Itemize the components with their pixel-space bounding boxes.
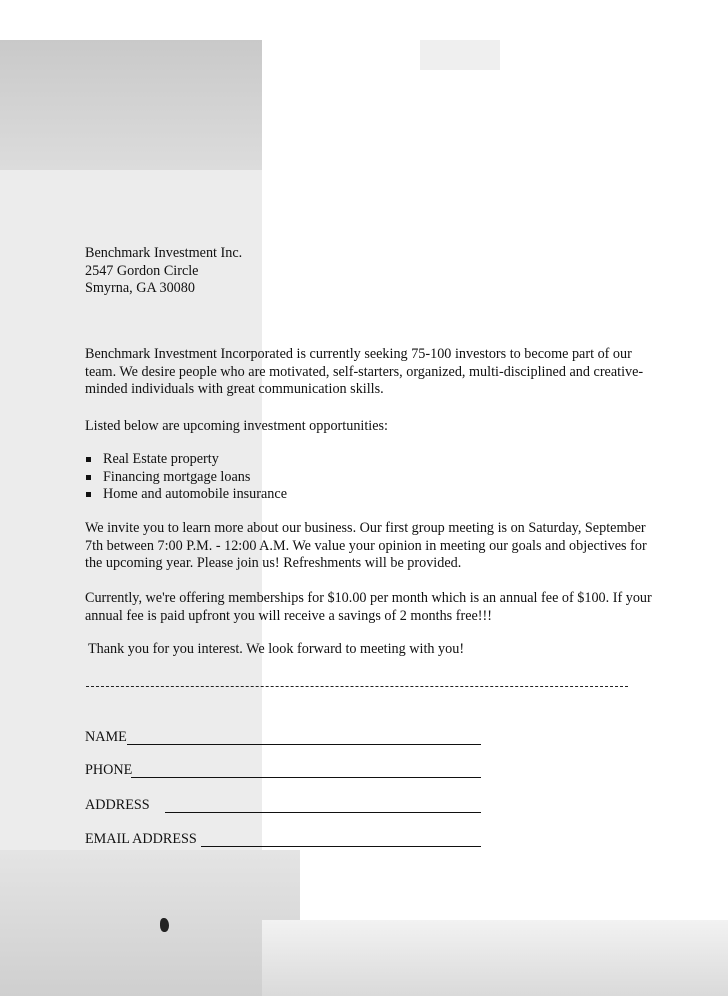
name-label: NAME bbox=[85, 729, 127, 745]
bullet-icon bbox=[86, 475, 91, 480]
list-item: Real Estate property bbox=[85, 451, 287, 469]
list-item: Financing mortgage loans bbox=[85, 469, 287, 487]
opportunities-heading: Listed below are upcoming investment opportunities: bbox=[85, 418, 389, 434]
city-state-zip: Smyrna, GA 30080 bbox=[85, 280, 195, 296]
scan-shading bbox=[420, 40, 500, 70]
phone-blank-line[interactable] bbox=[131, 777, 481, 778]
scan-shading bbox=[262, 920, 728, 996]
street-address: 2547 Gordon Circle bbox=[85, 262, 199, 279]
letterhead-address bbox=[85, 245, 242, 298]
name-field[interactable] bbox=[85, 729, 127, 746]
membership-paragraph: Currently, we're offering memberships for $10.00 per month which is an annual fee of $100. If your annual fee is paid upfront you will receive a savings of 2 months free!!! bbox=[85, 590, 652, 624]
closing-paragraph: Thank you for you interest. We look forward to meeting with you! bbox=[88, 641, 465, 657]
address-label: ADDRESS bbox=[85, 797, 150, 813]
meeting-paragraph: We invite you to learn more about our business. Our first group meeting is on Saturday, September 7th between 7:00 P.M. - 12:00 A.M. We value your opinion in meeting our goals and objectives for the upcoming year. Please join us! Refreshments will be provided. bbox=[85, 520, 647, 571]
email-field[interactable] bbox=[85, 831, 197, 848]
bullet-icon bbox=[86, 492, 91, 497]
company-name: Benchmark Investment Inc. bbox=[85, 245, 243, 261]
address-field[interactable] bbox=[85, 797, 150, 814]
scan-shading bbox=[0, 40, 262, 170]
cut-line bbox=[86, 686, 628, 687]
ink-speck bbox=[160, 918, 169, 932]
email-blank-line[interactable] bbox=[201, 846, 481, 847]
intro-paragraph: Benchmark Investment Incorporated is currently seeking 75-100 investors to become part of our team. We desire people who are motivated, self-starters, organized, multi-disciplined and creative-minded individuals with great communication skills. bbox=[85, 346, 644, 397]
email-label: EMAIL ADDRESS bbox=[85, 831, 197, 847]
phone-label: PHONE bbox=[85, 762, 133, 778]
phone-field[interactable] bbox=[85, 762, 132, 779]
name-blank-line[interactable] bbox=[127, 744, 481, 745]
scan-shading bbox=[0, 850, 300, 996]
opportunities-list bbox=[85, 451, 287, 504]
bullet-icon bbox=[86, 457, 91, 462]
address-blank-line[interactable] bbox=[165, 812, 481, 813]
list-item: Home and automobile insurance bbox=[85, 486, 287, 504]
